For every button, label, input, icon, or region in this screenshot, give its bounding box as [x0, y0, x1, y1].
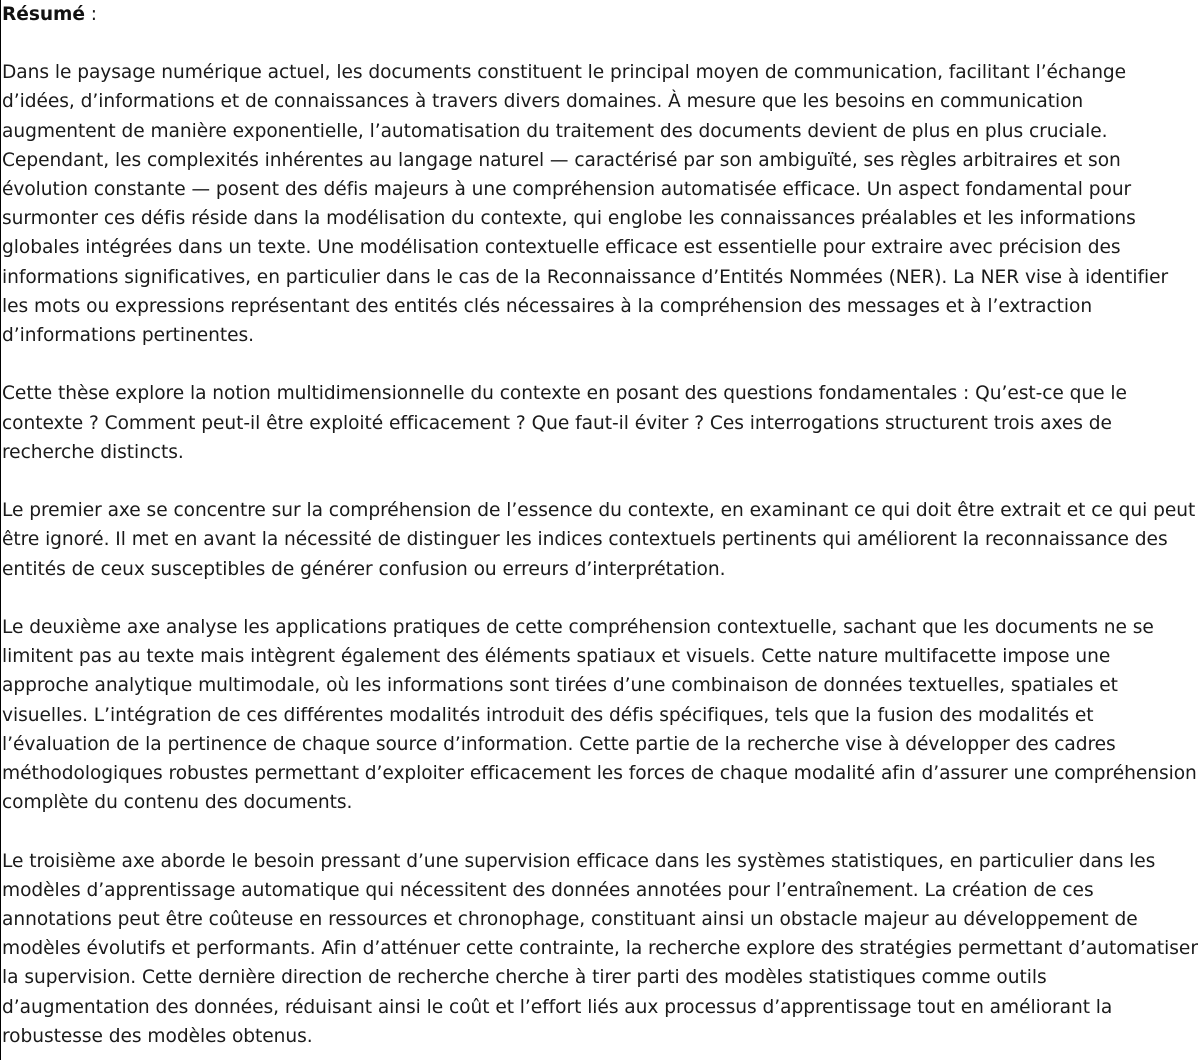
- paragraph-axis-three: Le troisième axe aborde le besoin pressant d’une supervision efficace dans les systèmes statistiques, en particulier dans les modèles d’apprentissage automatique qui nécessitent des données annotées pour l’entraînement. La création de ces annotations peut être coûteuse en ressources et chronophage, constituant ainsi un obstacle majeur au développement de modèles évolutifs et performants. Afin d’atténuer cette contrainte, la recherche explore des stratégies permettant d’automatiser la supervision. Cette dernière direction de recherche cherche à tirer parti des modèles statistiques comme outils d’augmentation des données, réduisant ainsi le coût et l’effort liés aux processus d’apprentissage tout en améliorant la robustesse des modèles obtenus.: [2, 850, 1198, 1047]
- paragraph-questions: Cette thèse explore la notion multidimensionnelle du contexte en posant des questions fondamentales : Qu’est-ce que le contexte ? Comment peut-il être exploité efficacement ? Que faut-il éviter ? Ces interrogations structurent trois axes de recherche distincts.: [2, 383, 1127, 463]
- paragraph-intro: Dans le paysage numérique actuel, les documents constituent le principal moyen de communication, facilitant l’échange d’idées, d’informations et de connaissances à travers divers domaines. À mesure que les besoins en communication augmentent de manière exponentielle, l’automatisation du traitement des documents devient de plus en plus cruciale. Cependant, les complexités inhérentes au langage naturel — caractérisé par son ambiguïté, ses règles arbitraires et son évolution constante — posent des défis majeurs à une compréhension automatisée efficace. Un aspect fondamental pour surmonter ces défis réside dans la modélisation du contexte, qui englobe les connaissances préalables et les informations globales intégrées dans un texte. Une modélisation contextuelle efficace est essentielle pour extraire avec précision des informations significatives, en particulier dans le cas de la Reconnaissance d’Entités Nommées (NER). La NER vise à identifier les mots ou expressions représentant des entités clés nécessaires à la compréhension des messages et à l’extraction d’informations pertinentes.: [2, 62, 1169, 347]
- abstract-heading-suffix: :: [84, 4, 97, 25]
- abstract-heading-label: Résumé: [2, 4, 85, 25]
- abstract-heading: [2, 0, 1200, 29]
- paragraph-axis-one: Le premier axe se concentre sur la compréhension de l’essence du contexte, en examinant ce qui doit être extrait et ce qui peut être ignoré. Il met en avant la nécessité de distinguer les indices contextuels pertinents qui améliorent la reconnaissance des entités de ceux susceptibles de générer confusion ou erreurs d’interprétation.: [2, 500, 1196, 580]
- paragraph-axis-two: Le deuxième axe analyse les applications pratiques de cette compréhension contextuelle, sachant que les documents ne se limitent pas au texte mais intègrent également des éléments spatiaux et visuels. Cette nature multifacette impose une approche analytique multimodale, où les informations sont tirées d’une combinaison de données textuelles, spatiales et visuelles. L’intégration de ces différentes modalités introduit des défis spécifiques, tels que la fusion des modalités et l’évaluation de la pertinence de chaque source d’information. Cette partie de la recherche vise à développer des cadres méthodologiques robustes permettant d’exploiter efficacement les forces de chaque modalité afin d’assurer une compréhension complète du contenu des documents.: [2, 617, 1197, 814]
